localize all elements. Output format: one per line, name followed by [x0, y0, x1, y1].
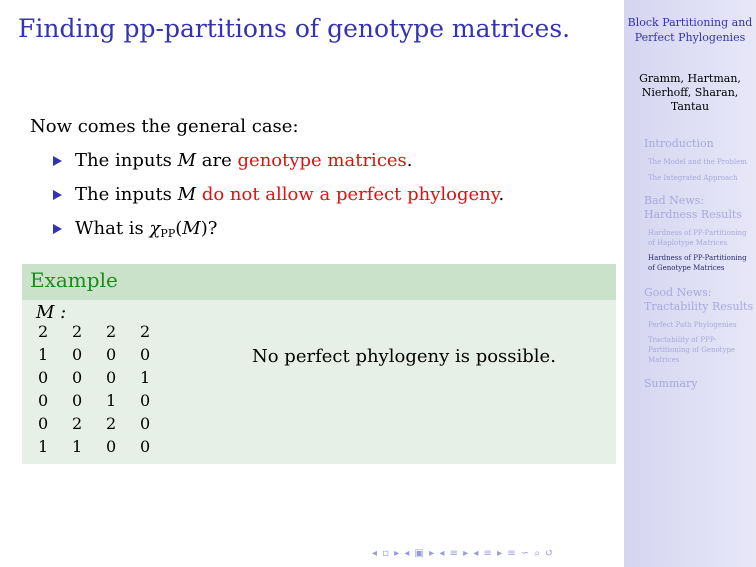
- matrix-row: [38, 389, 174, 412]
- matrix-cell: 0: [106, 437, 117, 456]
- matrix-cell: 0: [38, 391, 49, 410]
- math-var: M: [177, 150, 197, 171]
- example-title: Example: [30, 268, 118, 292]
- matrix-cell: 0: [38, 368, 49, 387]
- math-paren: (: [175, 218, 183, 239]
- genotype-matrix: [38, 320, 174, 458]
- matrix-row: [38, 412, 174, 435]
- sidebar-title[interactable]: Block Partitioning and Perfect Phylogenies: [627, 16, 753, 44]
- item-text: are: [196, 150, 238, 171]
- triangle-bullet-icon: [53, 156, 62, 166]
- sidebar-section-introduction[interactable]: Introduction: [644, 137, 714, 150]
- matrix-cell: 2: [72, 414, 83, 433]
- math-var: M: [177, 184, 197, 205]
- matrix-cell: 0: [72, 345, 83, 364]
- math-var: M: [182, 218, 201, 239]
- math-paren: )?: [200, 218, 218, 239]
- matrix-label-text: M :: [36, 302, 67, 323]
- matrix-cell: 0: [72, 368, 83, 387]
- sidebar-subsection[interactable]: Tractability of PPP-Partitioning of Genotype Matrices: [648, 336, 736, 364]
- matrix-cell: 1: [140, 368, 151, 387]
- item-text: .: [498, 184, 505, 205]
- bullet-item: [50, 148, 504, 182]
- bullet-item: [50, 182, 504, 216]
- sidebar-subsection[interactable]: Hardness of PP-Partitioning of Haplotype Matrices: [648, 229, 747, 247]
- matrix-cell: 2: [38, 322, 49, 341]
- item-text: .: [406, 150, 413, 171]
- matrix-row: [38, 435, 174, 458]
- matrix-cell: 2: [140, 322, 151, 341]
- item-text: The inputs: [75, 150, 178, 171]
- sidebar-subsection[interactable]: The Model and the Problem: [648, 158, 747, 166]
- matrix-cell: 0: [140, 345, 151, 364]
- math-subscript: PP: [160, 227, 176, 240]
- example-note: No perfect phylogeny is possible.: [252, 346, 556, 367]
- matrix-row: [38, 320, 174, 343]
- frame-title: Finding pp-partitions of genotype matrices.: [18, 14, 571, 43]
- matrix-cell: 2: [106, 322, 117, 341]
- math-chi: χ: [149, 218, 161, 239]
- sidebar-subsection[interactable]: Perfect Path Phylogenies: [648, 321, 737, 329]
- matrix-cell: 0: [140, 437, 151, 456]
- bullet-item: [50, 216, 504, 250]
- example-block: [22, 264, 616, 464]
- beamer-navigation-icons[interactable]: ◂ ▫ ▸ ◂ ▣ ▸ ◂ ≡ ▸ ◂ ≡ ▸ ≡ ∽ ⌕ ↺: [372, 548, 555, 559]
- matrix-cell: 0: [106, 345, 117, 364]
- sidebar-section-bad-news[interactable]: Bad News: Hardness Results: [644, 194, 742, 221]
- matrix-cell: 1: [38, 437, 49, 456]
- matrix-row: [38, 343, 174, 366]
- matrix-cell: 0: [106, 368, 117, 387]
- triangle-bullet-icon: [53, 190, 62, 200]
- matrix-cell: 1: [72, 437, 83, 456]
- matrix-cell: 2: [106, 414, 117, 433]
- bullet-list: [50, 148, 504, 250]
- matrix-cell: 0: [140, 414, 151, 433]
- sidebar-subsection[interactable]: The Integrated Approach: [648, 174, 738, 182]
- sidebar-section-good-news[interactable]: Good News: Tractability Results: [644, 286, 754, 313]
- matrix-cell: 0: [140, 391, 151, 410]
- matrix-cell: 1: [38, 345, 49, 364]
- matrix-cell: 0: [72, 391, 83, 410]
- matrix-cell: 2: [72, 322, 83, 341]
- sidebar-subsection-current[interactable]: Hardness of PP-Partitioning of Genotype Matrices: [648, 254, 747, 272]
- matrix-cell: 0: [38, 414, 49, 433]
- alert-text: do not allow a perfect phylogeny: [201, 184, 499, 205]
- sidebar: [624, 0, 756, 567]
- intro-text: Now comes the general case:: [30, 116, 299, 137]
- item-text: The inputs: [75, 184, 178, 205]
- triangle-bullet-icon: [53, 224, 62, 234]
- alert-text: genotype matrices: [237, 150, 407, 171]
- item-text: What is: [75, 218, 150, 239]
- sidebar-authors: Gramm, Hartman, Nierhoff, Sharan, Tantau: [639, 72, 741, 113]
- matrix-cell: 1: [106, 391, 117, 410]
- sidebar-section-summary[interactable]: Summary: [644, 377, 698, 390]
- matrix-row: [38, 366, 174, 389]
